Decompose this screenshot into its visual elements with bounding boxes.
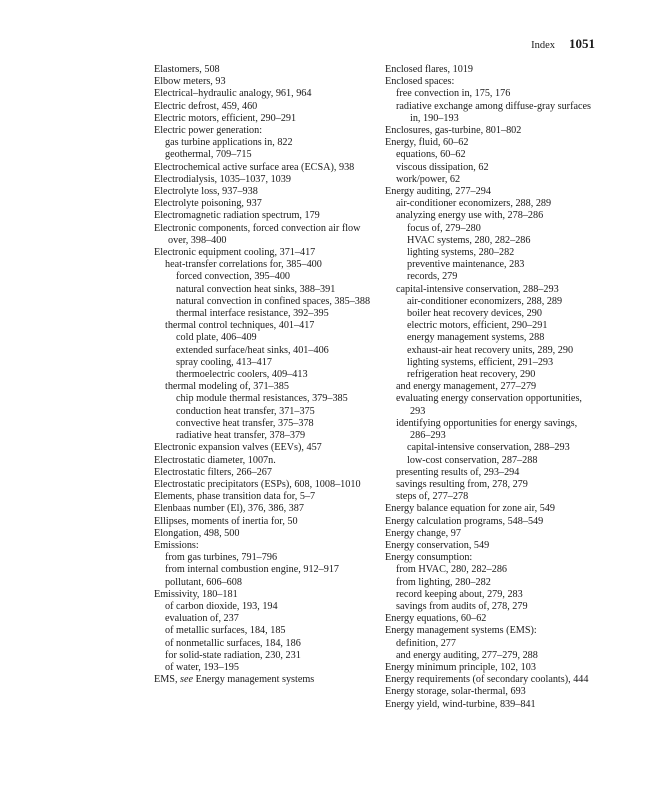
index-entry: for solid-state radiation, 230, 231 xyxy=(165,649,301,661)
index-entry: savings from audits of, 278, 279 xyxy=(396,600,528,612)
index-entry: spray cooling, 413–417 xyxy=(176,356,272,368)
index-entry: definition, 277 xyxy=(396,637,456,649)
index-entry: capital-intensive conservation, 288–293 xyxy=(396,283,559,295)
index-entry: Elements, phase transition data for, 5–7 xyxy=(154,491,316,503)
index-entry: Electronic expansion valves (EEVs), 457 xyxy=(154,442,322,454)
index-entry: radiative exchange among diffuse-gray surfaces in, 190–193 xyxy=(396,100,591,124)
index-entry: Electrolyte loss, 937–938 xyxy=(154,186,258,198)
page-number: 1051 xyxy=(569,36,595,51)
index-column-right xyxy=(385,64,599,711)
index-entry: radiative heat transfer, 378–379 xyxy=(176,430,306,442)
index-entry: of carbon dioxide, 193, 194 xyxy=(165,600,278,612)
index-entry: Electrostatic precipitators (ESPs), 608, 1008–1010 xyxy=(154,478,361,490)
index-entry: heat-transfer correlations for, 385–400 xyxy=(165,259,322,271)
index-entry: Energy requirements (of secondary coolants), 444 xyxy=(385,674,589,686)
index-entry: of water, 193–195 xyxy=(165,661,239,673)
index-entry: exhaust-air heat recovery units, 289, 290 xyxy=(407,344,574,356)
index-entry: from internal combustion engine, 912–917 xyxy=(165,564,340,576)
index-entry: chip module thermal resistances, 379–385 xyxy=(176,393,348,405)
index-entry: Ellipses, moments of inertia for, 50 xyxy=(154,515,298,527)
index-entry: Electric defrost, 459, 460 xyxy=(154,100,258,112)
section-label: Index xyxy=(531,40,555,51)
index-entry: savings resulting from, 278, 279 xyxy=(396,478,528,490)
index-entry: of metallic surfaces, 184, 185 xyxy=(165,625,286,637)
index-entry: free convection in, 175, 176 xyxy=(396,88,511,100)
index-entry: Electric power generation: xyxy=(154,125,263,137)
index-entry: Electrostatic diameter, 1007n. xyxy=(154,454,276,466)
index-entry: thermal modeling of, 371–385 xyxy=(165,381,289,393)
index-entry: Energy change, 97 xyxy=(385,527,461,539)
index-entry: natural convection in confined spaces, 385–388 xyxy=(176,295,371,307)
index-entry: thermal control techniques, 401–417 xyxy=(165,320,315,332)
index-entry: energy management systems, 288 xyxy=(407,332,545,344)
index-entry: Energy yield, wind-turbine, 839–841 xyxy=(385,698,536,710)
index-entry: Electrical–hydraulic analogy, 961, 964 xyxy=(154,88,312,100)
index-entry: Enclosures, gas-turbine, 801–802 xyxy=(385,125,522,137)
index-entry: electric motors, efficient, 290–291 xyxy=(407,320,548,332)
index-entry: focus of, 279–280 xyxy=(407,222,481,234)
index-entry: viscous dissipation, 62 xyxy=(396,161,489,173)
index-entry: Energy calculation programs, 548–549 xyxy=(385,515,544,527)
index-entry: convective heat transfer, 375–378 xyxy=(176,417,314,429)
index-entry: presenting results of, 293–294 xyxy=(396,466,520,478)
index-entry: Energy equations, 60–62 xyxy=(385,613,487,625)
index-entry: analyzing energy use with, 278–286 xyxy=(396,210,544,222)
index-entry: forced convection, 395–400 xyxy=(176,271,291,283)
index-entry: Energy conservation, 549 xyxy=(385,539,490,551)
index-entry: Emissions: xyxy=(154,539,199,551)
index-entry: conduction heat transfer, 371–375 xyxy=(176,405,315,417)
index-entry: from HVAC, 280, 282–286 xyxy=(396,564,508,576)
index-entry: gas turbine applications in, 822 xyxy=(165,137,293,149)
index-entry: identifying opportunities for energy savings, 286–293 xyxy=(396,417,578,442)
index-entry: records, 279 xyxy=(407,271,458,283)
index-entry: Energy storage, solar-thermal, 693 xyxy=(385,686,526,698)
index-entry: HVAC systems, 280, 282–286 xyxy=(407,234,531,246)
index-entry: capital-intensive conservation, 288–293 xyxy=(407,442,570,454)
index-entry: Electrostatic filters, 266–267 xyxy=(154,466,272,478)
index-entry: extended surface/heat sinks, 401–406 xyxy=(176,344,329,356)
index-entry: Electrolyte poisoning, 937 xyxy=(154,198,262,210)
index-entry: steps of, 277–278 xyxy=(396,491,469,503)
index-entry: lighting systems, efficient, 291–293 xyxy=(407,356,554,368)
index-entry: EMS, see Energy management systems xyxy=(154,674,315,686)
index-entry: Elongation, 498, 500 xyxy=(154,527,240,539)
index-entry: Energy minimum principle, 102, 103 xyxy=(385,661,536,673)
index-entry: Electrodialysis, 1035–1037, 1039 xyxy=(154,173,291,185)
index-entry: Elenbaas number (El), 376, 386, 387 xyxy=(154,503,304,515)
index-entry: work/power, 62 xyxy=(396,173,461,185)
index-entry: and energy auditing, 277–279, 288 xyxy=(396,649,538,661)
index-entry: refrigeration heat recovery, 290 xyxy=(407,369,536,381)
index-entry: natural convection heat sinks, 388–391 xyxy=(176,283,336,295)
index-entry: record keeping about, 279, 283 xyxy=(396,588,523,600)
index-entry: air-conditioner economizers, 288, 289 xyxy=(407,295,563,307)
index-entry: boiler heat recovery devices, 290 xyxy=(407,308,542,320)
index-entry: equations, 60–62 xyxy=(396,149,466,161)
index-entry: Electronic equipment cooling, 371–417 xyxy=(154,247,316,259)
index-entry: Enclosed spaces: xyxy=(385,76,455,88)
index-entry: evaluating energy conservation opportunities, 293 xyxy=(396,393,582,417)
index-entry: Energy consumption: xyxy=(385,552,473,564)
index-entry: thermal interface resistance, 392–395 xyxy=(176,308,329,320)
index-entry: Energy management systems (EMS): xyxy=(385,625,537,637)
index-entry: Electric motors, efficient, 290–291 xyxy=(154,112,297,124)
index-column-left xyxy=(154,64,378,686)
index-entry: low-cost conservation, 287–288 xyxy=(407,454,538,466)
index-entry: Elbow meters, 93 xyxy=(154,76,226,88)
index-entry: evaluation of, 237 xyxy=(165,613,239,625)
index-entry: Electromagnetic radiation spectrum, 179 xyxy=(154,210,320,222)
index-entry: of nonmetallic surfaces, 184, 186 xyxy=(165,637,301,649)
index-entry: Energy, fluid, 60–62 xyxy=(385,137,469,149)
index-entry: Elastomers, 508 xyxy=(154,64,220,75)
index-entry: lighting systems, 280–282 xyxy=(407,247,515,259)
index-entry: Emissivity, 180–181 xyxy=(154,588,238,600)
index-entry: pollutant, 606–608 xyxy=(165,576,242,588)
index-entry: preventive maintenance, 283 xyxy=(407,259,525,271)
index-entry: cold plate, 406–409 xyxy=(176,332,257,344)
index-entry: geothermal, 709–715 xyxy=(165,149,252,161)
index-entry: Energy auditing, 277–294 xyxy=(385,186,491,198)
index-entry: Electrochemical active surface area (ECSA), 938 xyxy=(154,161,355,173)
index-entry: air-conditioner economizers, 288, 289 xyxy=(396,198,552,210)
index-entry: Enclosed flares, 1019 xyxy=(385,64,473,75)
index-entry: Electronic components, forced convection air flow over, 398–400 xyxy=(154,222,361,246)
index-entry: and energy management, 277–279 xyxy=(396,381,537,393)
running-header xyxy=(531,36,595,52)
index-entry: from lighting, 280–282 xyxy=(396,576,491,588)
index-entry: Energy balance equation for zone air, 549 xyxy=(385,503,555,515)
index-entry: thermoelectric coolers, 409–413 xyxy=(176,369,308,381)
index-entry: from gas turbines, 791–796 xyxy=(165,552,278,564)
